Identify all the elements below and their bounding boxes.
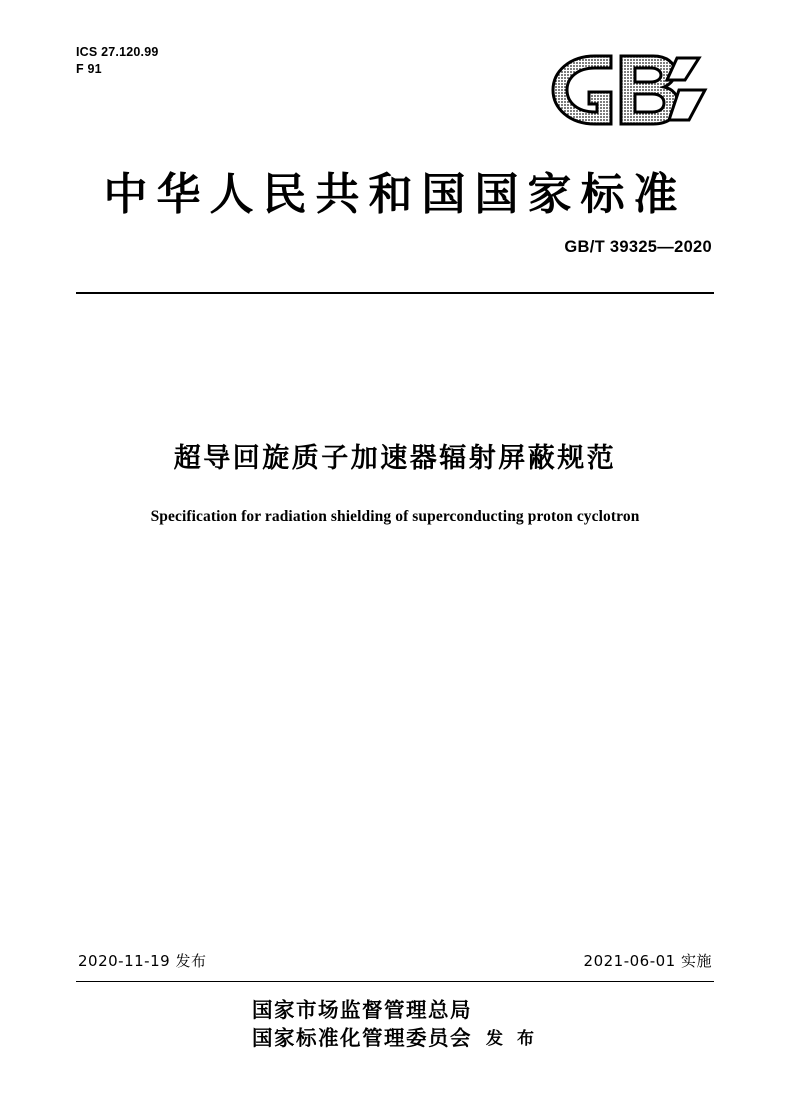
issuer-line-1: 国家市场监督管理总局 (252, 998, 473, 1022)
issuing-bodies (0, 996, 790, 1052)
issue-label: 发 布 (486, 1029, 538, 1049)
document-title-chinese: 超导回旋质子加速器辐射屏蔽规范 (173, 443, 617, 474)
national-standard-title: 中华人民共和国国家标准 (103, 169, 687, 220)
effective-date: 2021-06-01 实施 (583, 952, 712, 970)
dates-row (76, 950, 714, 972)
issuer-names (252, 996, 472, 1052)
standard-number: GB/T 39325—2020 (564, 238, 712, 256)
footer-divider (76, 981, 714, 982)
issuer-line-2: 国家标准化管理委员会 (252, 1026, 473, 1050)
ics-code-block (76, 44, 159, 78)
document-title-english: Specification for radiation shielding of superconducting proton cyclotron (150, 508, 640, 525)
header-divider (76, 292, 714, 294)
issue-date: 2020-11-19 发布 (78, 952, 207, 970)
ics-code: ICS 27.120.99 (76, 45, 159, 59)
gb-logo-icon (549, 50, 714, 130)
classification-code: F 91 (76, 62, 102, 76)
